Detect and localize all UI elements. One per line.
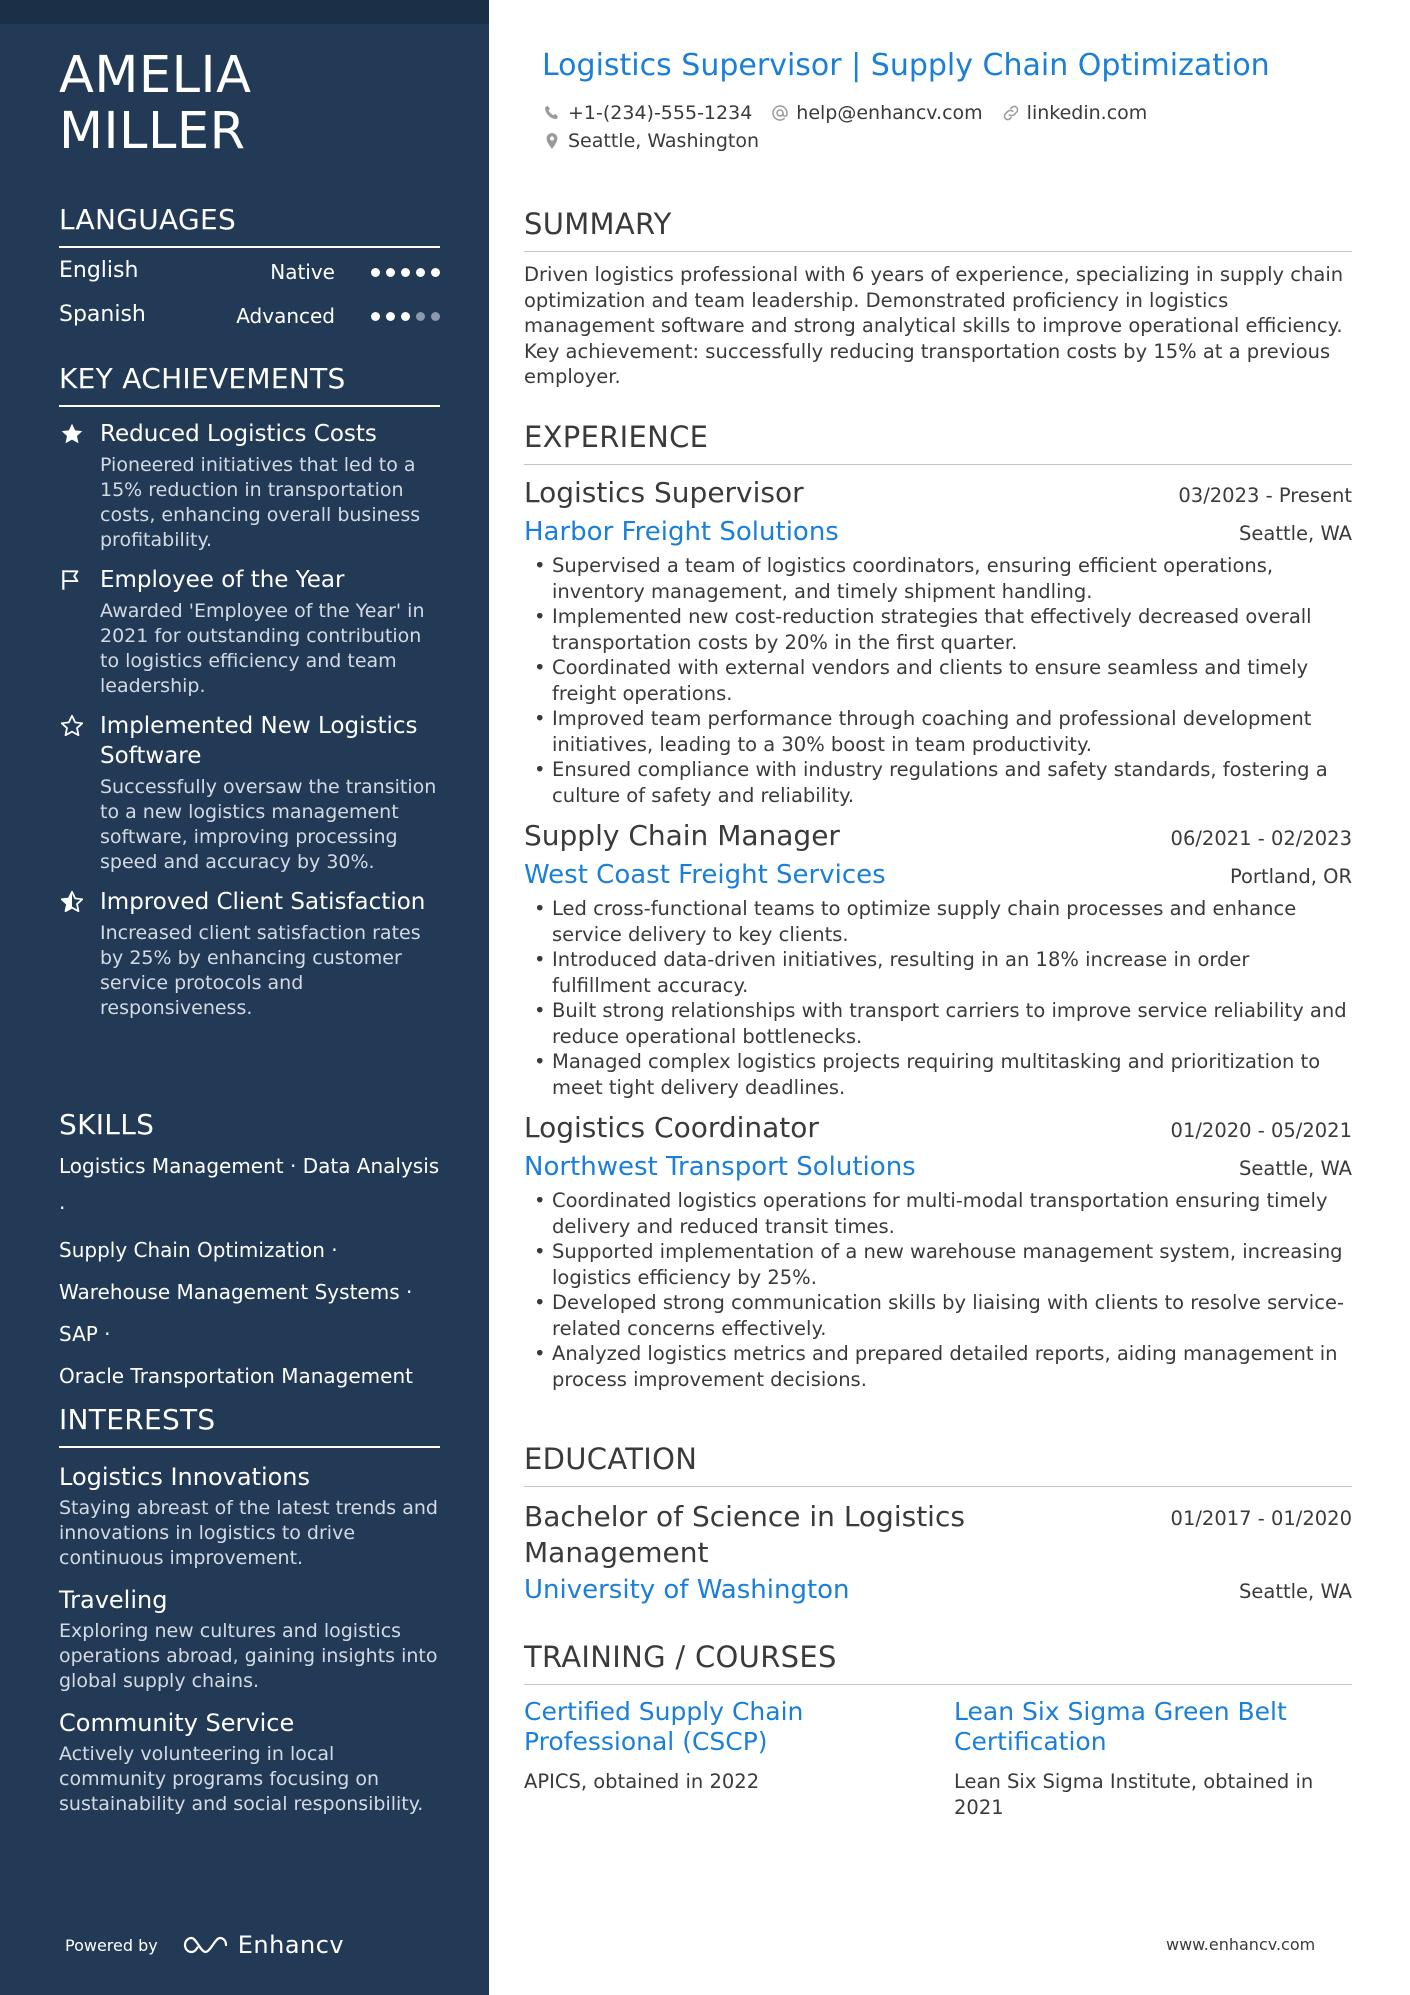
education-dates: 01/2017 - 01/2020 xyxy=(1170,1507,1352,1530)
job-title-row xyxy=(524,1108,1352,1148)
job-bullets xyxy=(524,553,1352,808)
interest-title: Logistics Innovations xyxy=(59,1463,311,1491)
achievement-description: Successfully oversaw the transition to a new logistics management software, improving processing speed and accuracy by 30%. xyxy=(100,776,437,873)
summary-section xyxy=(524,207,1352,390)
sidebar-top-strip xyxy=(0,0,489,24)
skill-line: Logistics Management · Data Analysis · xyxy=(59,1154,440,1220)
job-bullet: • Implemented new cost-reduction strategies that effectively decreased overall transportation costs by 20% in the first quarter. xyxy=(524,604,1352,655)
contact-email[interactable] xyxy=(770,102,982,124)
skills-section xyxy=(59,1108,440,1397)
job-dates: 06/2021 - 02/2023 xyxy=(1170,827,1352,850)
job-bullet: • Coordinated logistics operations for multi-modal transportation ensuring timely delivery and reduced transit times. xyxy=(524,1188,1352,1239)
job-title: Logistics Coordinator xyxy=(524,1111,819,1144)
contact-linkedin[interactable] xyxy=(1001,102,1148,124)
job-dates: 01/2020 - 05/2021 xyxy=(1170,1119,1352,1142)
languages-heading: LANGUAGES xyxy=(59,203,440,248)
rating-dot-filled xyxy=(371,312,380,321)
rating-dot-filled xyxy=(416,268,425,277)
location-text: Seattle, Washington xyxy=(568,130,759,152)
achievement-title: Employee of the Year xyxy=(100,567,345,593)
link-icon xyxy=(1001,103,1021,123)
language-rating xyxy=(371,312,440,321)
language-level: Advanced xyxy=(236,304,335,328)
rating-dot-empty xyxy=(416,312,425,321)
job-location: Portland, OR xyxy=(1229,865,1352,888)
contact-row xyxy=(542,127,1362,155)
education-location: Seattle, WA xyxy=(1239,1580,1352,1603)
achievement-title: Implemented New Logistics Software xyxy=(100,713,418,769)
education-degree: Bachelor of Science in Logistics Management xyxy=(524,1500,965,1569)
skill-line: Supply Chain Optimization · xyxy=(59,1238,338,1262)
summary-text: Driven logistics professional with 6 years of experience, specializing in supply chain optimization and team leadership. Demonstrated proficiency in logistics management software and strong analytical skills to improve operational efficiency. Key achievement: successfully reducing transportation costs by 15% at a previous employer. xyxy=(524,263,1344,388)
education-degree-row xyxy=(524,1495,1352,1571)
sidebar xyxy=(0,0,489,1995)
skill-line: SAP · xyxy=(59,1322,111,1346)
powered-by-label: Powered by xyxy=(65,1935,158,1955)
language-name: Spanish xyxy=(59,302,146,327)
education-entry xyxy=(524,1495,1352,1609)
job-company-row xyxy=(524,513,1352,551)
contact-info xyxy=(542,99,1362,155)
training-heading: TRAINING / COURSES xyxy=(524,1640,1352,1685)
enhancv-logo[interactable] xyxy=(182,1931,344,1959)
job-bullet: • Supervised a team of logistics coordinators, ensuring efficient operations, inventory management, and timely shipment handling. xyxy=(524,553,1352,604)
phone-icon xyxy=(542,103,562,123)
achievement-title: Improved Client Satisfaction xyxy=(100,889,426,915)
job-entry xyxy=(524,473,1352,808)
interest-title: Traveling xyxy=(59,1586,168,1614)
courses-grid xyxy=(524,1697,1352,1820)
rating-dot-filled xyxy=(431,268,440,277)
job-dates: 03/2023 - Present xyxy=(1178,484,1352,507)
job-bullet: • Led cross-functional teams to optimize supply chain processes and enhance service delivery to key clients. xyxy=(524,896,1352,947)
rating-dot-empty xyxy=(431,312,440,321)
education-school-row xyxy=(524,1571,1352,1609)
powered-by xyxy=(65,1931,344,1959)
email-text: help@enhancv.com xyxy=(796,102,983,124)
job-bullet: • Coordinated with external vendors and clients to ensure seamless and timely freight operations. xyxy=(524,655,1352,706)
job-title: Supply Chain Manager xyxy=(524,819,840,852)
job-company-row xyxy=(524,1148,1352,1186)
language-row xyxy=(59,292,440,336)
job-company: Harbor Freight Solutions xyxy=(524,517,839,547)
job-title-row xyxy=(524,816,1352,856)
interests-heading: INTERESTS xyxy=(59,1403,440,1448)
interests-section xyxy=(59,1403,440,1817)
job-bullet: • Built strong relationships with transport carriers to improve service reliability and reduce operational bottlenecks. xyxy=(524,998,1352,1049)
enhancv-logo-icon xyxy=(182,1934,228,1956)
last-name: MILLER xyxy=(59,102,246,161)
language-rating xyxy=(371,268,440,277)
experience-heading: EXPERIENCE xyxy=(524,420,1352,465)
first-name: AMELIA xyxy=(59,46,252,105)
location-pin-icon xyxy=(542,131,562,151)
achievements-heading: KEY ACHIEVEMENTS xyxy=(59,362,440,407)
contact-row xyxy=(542,99,1362,127)
course-description: Lean Six Sigma Institute, obtained in 2021 xyxy=(954,1770,1314,1819)
job-bullets xyxy=(524,896,1352,1100)
language-level: Native xyxy=(270,260,335,284)
languages-section xyxy=(59,203,440,336)
interest-description: Staying abreast of the latest trends and innovations in logistics to drive continuous improvement. xyxy=(59,1497,438,1569)
summary-heading: SUMMARY xyxy=(524,207,1352,252)
skill-line: Warehouse Management Systems · xyxy=(59,1280,413,1304)
contact-phone[interactable] xyxy=(542,102,752,124)
job-entry xyxy=(524,816,1352,1100)
interest-item xyxy=(59,1462,440,1571)
achievement-item xyxy=(59,565,440,699)
rating-dot-filled xyxy=(401,268,410,277)
job-company: West Coast Freight Services xyxy=(524,860,886,890)
at-icon xyxy=(770,103,790,123)
achievement-item xyxy=(59,711,440,875)
course-title: Lean Six Sigma Green Belt Certification xyxy=(954,1697,1287,1756)
job-bullet: • Ensured compliance with industry regulations and safety standards, fostering a culture of safety and reliability. xyxy=(524,757,1352,808)
job-bullet: • Developed strong communication skills by liaising with clients to resolve service-related concerns effectively. xyxy=(524,1290,1352,1341)
job-company: Northwest Transport Solutions xyxy=(524,1152,916,1182)
rating-dot-filled xyxy=(386,312,395,321)
headline: Logistics Supervisor | Supply Chain Optimization xyxy=(542,48,1270,83)
job-location: Seattle, WA xyxy=(1239,522,1352,545)
interest-item xyxy=(59,1708,440,1817)
education-school: University of Washington xyxy=(524,1575,850,1605)
course-item xyxy=(524,1697,914,1820)
rating-dot-filled xyxy=(371,268,380,277)
interest-description: Exploring new cultures and logistics operations abroad, gaining insights into global supply chains. xyxy=(59,1620,438,1692)
job-bullet: • Managed complex logistics projects requiring multitasking and prioritization to meet tight delivery deadlines. xyxy=(524,1049,1352,1100)
job-bullet: • Improved team performance through coaching and professional development initiatives, leading to a 30% boost in team productivity. xyxy=(524,706,1352,757)
achievement-title: Reduced Logistics Costs xyxy=(100,421,377,447)
linkedin-text: linkedin.com xyxy=(1026,102,1148,124)
interest-description: Actively volunteering in local community programs focusing on sustainability and social responsibility. xyxy=(59,1743,424,1815)
course-item xyxy=(954,1697,1344,1820)
training-section xyxy=(524,1640,1352,1820)
skill-line: Oracle Transportation Management xyxy=(59,1364,413,1388)
language-name: English xyxy=(59,258,139,283)
job-bullets xyxy=(524,1188,1352,1392)
job-bullet: • Analyzed logistics metrics and prepared detailed reports, aiding management in process improvement decisions. xyxy=(524,1341,1352,1392)
achievement-item xyxy=(59,419,440,553)
job-bullet: • Introduced data-driven initiatives, resulting in an 18% increase in order fulfillment accuracy. xyxy=(524,947,1352,998)
education-heading: EDUCATION xyxy=(524,1442,1352,1487)
job-bullet: • Supported implementation of a new warehouse management system, increasing logistics efficiency by 25%. xyxy=(524,1239,1352,1290)
job-company-row xyxy=(524,856,1352,894)
rating-dot-filled xyxy=(401,312,410,321)
skills-heading: SKILLS xyxy=(59,1108,155,1141)
achievement-description: Pioneered initiatives that led to a 15% reduction in transportation costs, enhancing overall business profitability. xyxy=(100,454,421,551)
achievements-section xyxy=(59,362,440,1021)
flag-icon xyxy=(59,567,85,593)
phone-text: +1-(234)-555-1234 xyxy=(568,102,753,124)
experience-section xyxy=(524,420,1352,1392)
language-row xyxy=(59,248,440,292)
achievement-description: Awarded 'Employee of the Year' in 2021 for outstanding contribution to logistics efficiency and team leadership. xyxy=(100,600,425,697)
achievement-description: Increased client satisfaction rates by 25% by enhancing customer service protocols and responsiveness. xyxy=(100,922,421,1019)
contact-location xyxy=(542,130,759,152)
job-title: Logistics Supervisor xyxy=(524,476,804,509)
job-title-row xyxy=(524,473,1352,513)
achievement-item xyxy=(59,887,440,1021)
interest-title: Community Service xyxy=(59,1709,295,1737)
footer-url[interactable]: www.enhancv.com xyxy=(1166,1935,1316,1954)
rating-dot-filled xyxy=(386,268,395,277)
education-section xyxy=(524,1442,1352,1609)
star-outline-icon xyxy=(59,713,85,739)
star-half-icon xyxy=(59,889,85,915)
candidate-name xyxy=(59,48,251,160)
course-title: Certified Supply Chain Professional (CSCP) xyxy=(524,1697,804,1756)
interest-item xyxy=(59,1585,440,1694)
job-entry xyxy=(524,1108,1352,1392)
course-description: APICS, obtained in 2022 xyxy=(524,1770,760,1793)
star-filled-icon xyxy=(59,421,85,447)
enhancv-brand-name: Enhancv xyxy=(237,1931,345,1959)
job-location: Seattle, WA xyxy=(1239,1157,1352,1180)
